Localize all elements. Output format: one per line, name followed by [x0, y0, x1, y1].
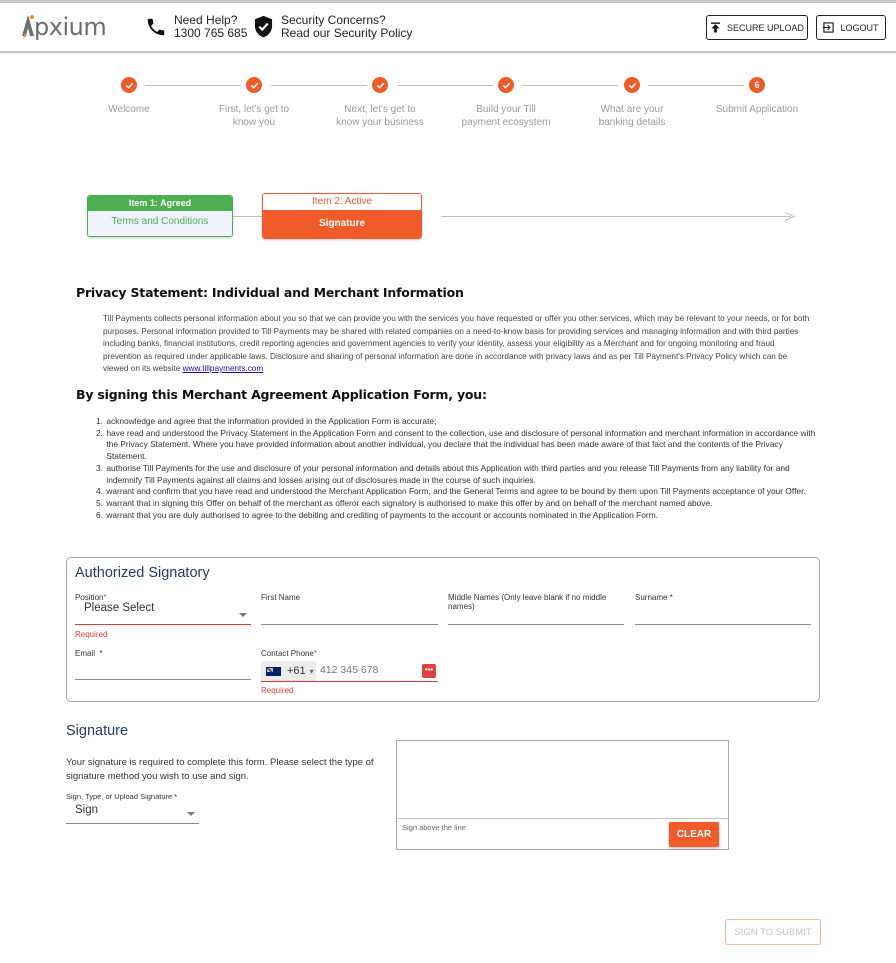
- required-mark: *: [99, 649, 103, 658]
- field-underline: [75, 624, 251, 625]
- substep-connector: [233, 216, 262, 217]
- signature-hint: Sign above the line: [402, 823, 466, 832]
- step-label: Submit Application: [715, 104, 799, 115]
- position-value: Please Select: [84, 602, 155, 614]
- field-label: Contact Phone: [261, 649, 314, 658]
- logout-label: LOGOUT: [840, 22, 879, 33]
- signature-type-select[interactable]: [66, 803, 199, 824]
- privacy-heading: Privacy Statement: Individual and Merchant Information: [76, 285, 464, 300]
- help-heading: Need Help?: [174, 13, 238, 27]
- country-code-select[interactable]: [261, 661, 316, 681]
- sign-to-submit-button[interactable]: SIGN TO SUBMIT: [725, 919, 821, 945]
- field-underline: [261, 681, 438, 682]
- step-welcome[interactable]: [64, 77, 194, 116]
- chevron-down-icon: [239, 613, 247, 617]
- section-title: Authorized Signatory: [75, 565, 210, 581]
- signature-description: Your signature is required to complete this form. Please select the type of signature method you wish to use and sign.: [66, 757, 374, 782]
- check-icon: [372, 77, 388, 93]
- step-banking-details[interactable]: [567, 77, 697, 129]
- security-heading: Security Concerns?: [281, 13, 386, 27]
- agreement-item: 5. warrant that in signing this Offer on behalf of the merchant as offeror each signatory is authorised to make this offer by and on behalf of the merchant named above.: [96, 497, 713, 508]
- step-label: First, let's get to know you: [218, 104, 290, 128]
- secure-upload-button[interactable]: [706, 15, 808, 40]
- field-label: First Name: [261, 593, 301, 602]
- field-underline: [635, 624, 811, 625]
- check-icon: [121, 77, 137, 93]
- substep-terms-and-conditions[interactable]: [87, 195, 233, 237]
- substep-name: Signature: [263, 210, 421, 238]
- first-name-field[interactable]: [261, 593, 438, 625]
- help-contact[interactable]: [145, 14, 247, 40]
- field-underline: [448, 624, 624, 625]
- step-know-you[interactable]: [189, 77, 319, 129]
- check-icon: [498, 77, 514, 93]
- agreement-item: 3. authorise Till Payments for the use and disclosure of your personal information and details about this Application with third parties and you release Till Payments from any liability for and indemnify Till Payments against all claims and losses arising out of disclosures made in the course of such inquiries.: [96, 462, 790, 485]
- substep-status: Item 2: Active: [263, 194, 421, 210]
- field-label: Middle Names (Only leave blank if no middle names): [448, 593, 607, 611]
- signature-baseline: [397, 818, 728, 819]
- substep-signature[interactable]: [262, 193, 422, 239]
- agreement-item: 6. warrant that you are duly authorised to agree to the debiting and crediting of payments to the account or accounts nominated in the Application Form.: [96, 509, 659, 520]
- field-label: Email: [75, 649, 96, 658]
- contact-phone-field: [261, 649, 438, 694]
- chevron-down-icon: ▾: [309, 666, 314, 676]
- chevron-down-icon: [187, 812, 195, 816]
- agreement-list: [92, 416, 817, 521]
- step-number: 6: [749, 77, 765, 93]
- step-payment-ecosystem[interactable]: [441, 77, 571, 129]
- agreement-item: 1. acknowledge and agree that the information provided in the Application Form is accurate;: [96, 416, 437, 426]
- check-icon: [624, 77, 640, 93]
- country-code: +61: [287, 665, 306, 677]
- privacy-text: Till Payments collects personal information about you so that we can provide you with the services you have requested or offer you other services, which may be relevant to your needs, or for both purposes. Personal information provided to Till Payments may be shared with related companies on a need-to-know basis for providing services and managing information and with third parties including banks, financial institutions, credit reporting agencies and government agencies to verify your identity, assess your eligibility as a Merchant and for ongoing monitoring and fraud prevention as required under applicable laws. Disclosure and sharing of personal information are done in accordance with privacy laws and as per Till Payment's Privacy Policy which can be viewed on its website: [103, 314, 810, 373]
- signature-type-label: Sign, Type, or Upload Signature *: [66, 792, 178, 801]
- phone-icon: [145, 16, 167, 38]
- step-submit-application[interactable]: [692, 77, 822, 116]
- tillpayments-link[interactable]: www.tillpayments.com: [182, 364, 264, 373]
- field-label: Position: [75, 593, 104, 602]
- agreement-heading: By signing this Merchant Agreement Application Form, you:: [76, 387, 487, 402]
- arrow-right-icon: [784, 211, 795, 222]
- required-mark: *: [669, 593, 673, 602]
- privacy-body: [103, 313, 813, 376]
- australia-flag-icon: [266, 667, 281, 676]
- field-underline: [261, 624, 438, 625]
- step-know-business[interactable]: [315, 77, 445, 129]
- position-select[interactable]: [75, 593, 251, 638]
- middle-names-field[interactable]: [448, 593, 624, 625]
- authorized-signatory-card: [66, 557, 820, 702]
- check-icon: [246, 77, 262, 93]
- field-label: Surname: [635, 593, 668, 602]
- security-policy-text[interactable]: Read our Security Policy: [281, 26, 413, 40]
- upload-icon: [710, 22, 721, 33]
- phone-input[interactable]: [320, 664, 420, 676]
- field-underline: [75, 679, 251, 680]
- required-mark: *: [313, 649, 318, 658]
- email-field[interactable]: [75, 649, 251, 681]
- error-text: Required: [261, 686, 294, 695]
- secure-upload-label: SECURE UPLOAD: [726, 22, 805, 33]
- more-options-icon[interactable]: •••: [422, 664, 436, 678]
- substep-name: Terms and Conditions: [88, 211, 232, 236]
- step-label: Next, let's get to know your business: [336, 104, 424, 128]
- signature-pad[interactable]: [396, 740, 729, 850]
- substep-arrow-line: [441, 216, 791, 217]
- logout-icon: [823, 22, 834, 33]
- step-label: Build your Till payment ecosystem: [461, 104, 551, 128]
- step-label: Welcome: [108, 104, 150, 115]
- signature-type-value: Sign: [75, 804, 99, 816]
- logo-text: pxium: [34, 13, 107, 41]
- apxium-logo[interactable]: [20, 12, 106, 42]
- shield-check-icon: [253, 15, 274, 39]
- substep-status: Item 1: Agreed: [88, 196, 232, 211]
- surname-field[interactable]: [635, 593, 811, 625]
- clear-signature-button[interactable]: CLEAR: [669, 822, 719, 847]
- agreement-item: 4. warrant and confirm that you have read and understood the Merchant Application Form, and the General Terms and agree to be bound by them upon Till Payments acceptance of your Offer.: [96, 486, 806, 497]
- required-mark: *: [103, 593, 107, 602]
- signature-heading: Signature: [66, 723, 129, 739]
- security-policy-link[interactable]: [253, 14, 412, 40]
- step-label: What are your banking details: [598, 104, 666, 128]
- top-header: [0, 0, 896, 53]
- error-text: Required: [75, 630, 108, 639]
- logout-button[interactable]: [816, 15, 886, 40]
- help-phone-number[interactable]: 1300 765 685: [174, 26, 248, 40]
- agreement-item: 2. have read and understood the Privacy Statement in the Application Form and consent to the collection, use and disclosure of personal information and merchant information in accordance with the Privacy Statement. Where you have provided information about another individual, you declare that the individual has been made aware of that fact and the contents of the Privacy Statement.: [96, 427, 816, 462]
